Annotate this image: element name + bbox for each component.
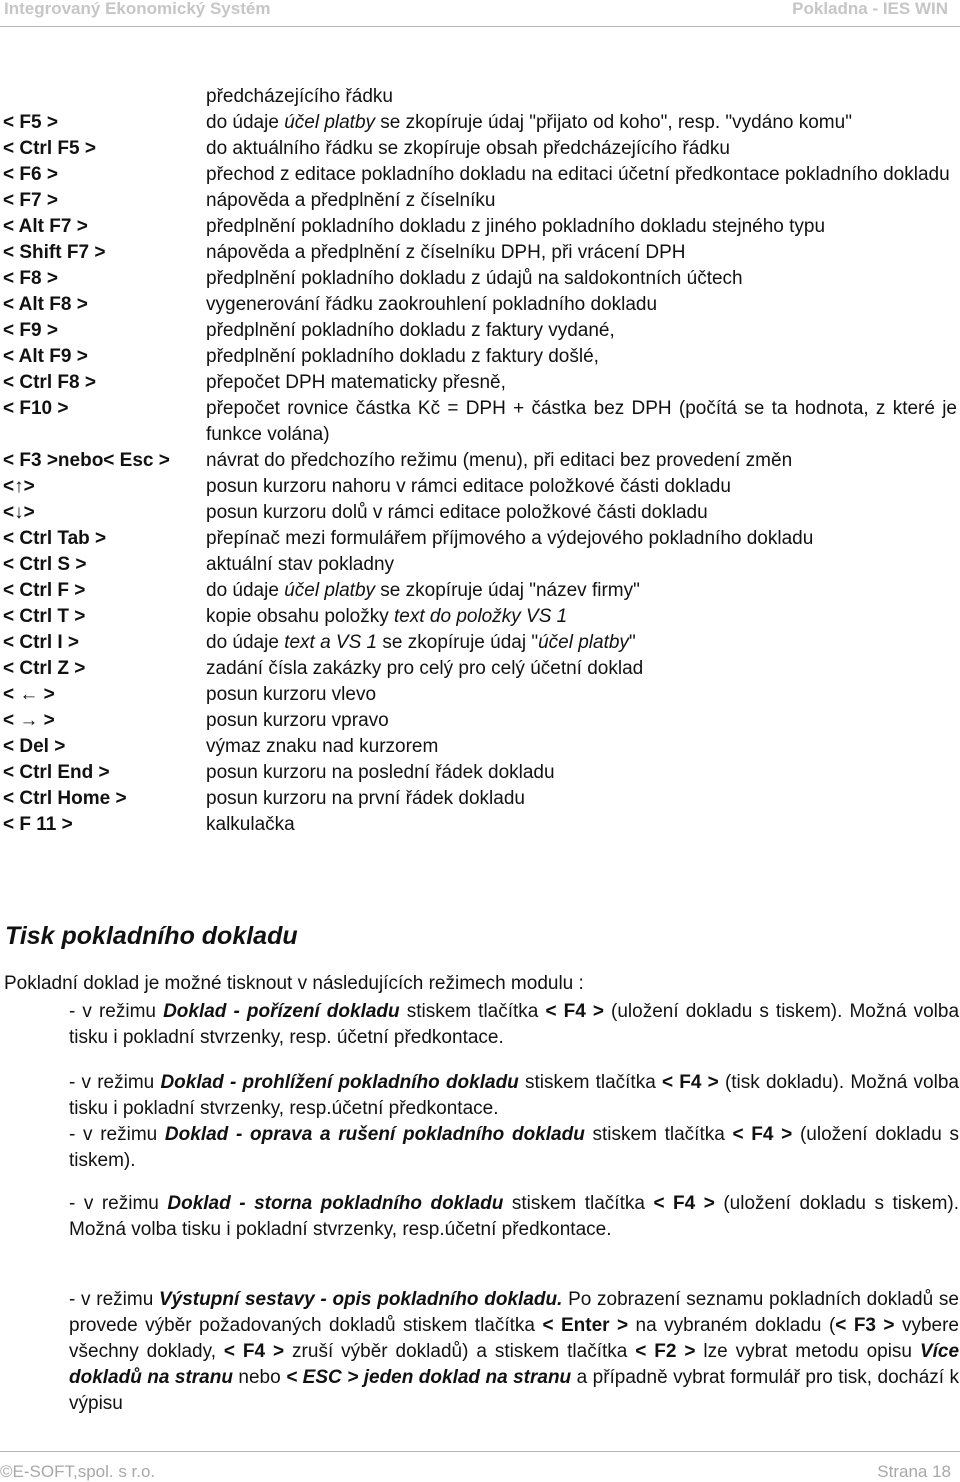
shortcut-desc: do údaje text a VS 1 se zkopíruje údaj "účel platby" xyxy=(206,632,636,653)
print-mode-item: - v režimu Doklad - prohlížení pokladního dokladu stiskem tlačítka < F4 > (tisk dokladu). Možná volba tisku i pokladní stvrzenky, resp.účetní předkontace. xyxy=(69,1072,959,1119)
shortcut-desc: posun kurzoru nahoru v rámci editace položkové části dokladu xyxy=(206,476,731,497)
shortcut-desc: do údaje účel platby se zkopíruje údaj "přijato od koho", resp. "vydáno komu" xyxy=(206,112,852,133)
shortcut-row xyxy=(3,604,960,630)
section-title: Tisk pokladního dokladu xyxy=(5,922,298,950)
shortcut-key: < → > xyxy=(3,710,55,731)
print-intro: Pokladní doklad je možné tisknout v následujících režimech modulu : xyxy=(4,973,584,994)
page-number: Strana 18 xyxy=(877,1462,951,1481)
footer-company: ©E-SOFT,spol. s r.o. xyxy=(0,1462,156,1481)
shortcut-key: < Ctrl Z > xyxy=(3,658,86,679)
page-footer xyxy=(0,1461,960,1482)
shortcut-desc: výmaz znaku nad kurzorem xyxy=(206,736,439,757)
shortcut-key: < Ctrl I > xyxy=(3,632,80,653)
print-mode-item: - v režimu Doklad - pořízení dokladu stiskem tlačítka < F4 > (uložení dokladu s tiskem). Možná volba tisku i pokladní stvrzenky, resp. účetní předkontace. xyxy=(69,1001,960,1048)
shortcut-desc: posun kurzoru na poslední řádek dokladu xyxy=(206,762,555,783)
shortcut-desc: předplnění pokladního dokladu z faktury došlé, xyxy=(206,346,599,367)
shortcut-row xyxy=(3,682,960,708)
shortcut-key: < F3 >nebo< Esc > xyxy=(3,450,170,471)
shortcut-desc: zadání čísla zakázky pro celý pro celý účetní doklad xyxy=(206,658,644,679)
shortcut-desc: posun kurzoru na první řádek dokladu xyxy=(206,788,525,809)
shortcut-key: < Ctrl F8 > xyxy=(3,372,96,393)
shortcut-desc: přepočet DPH matematicky přesně, xyxy=(206,372,506,393)
shortcut-key: < Alt F7 > xyxy=(3,216,88,237)
shortcut-key xyxy=(3,84,206,110)
shortcut-key: < Ctrl F > xyxy=(3,580,86,601)
shortcut-key: < F7 > xyxy=(3,190,58,211)
shortcut-key: < F8 > xyxy=(3,268,58,289)
shortcut-desc: posun kurzoru vpravo xyxy=(206,710,389,731)
shortcut-desc: nápověda a předplnění z číselníku xyxy=(206,190,496,211)
shortcut-key: < Ctrl Home > xyxy=(3,788,127,809)
print-mode-item: - v režimu Doklad - storna pokladního dokladu stiskem tlačítka < F4 > (uložení dokladu s tiskem). Možná volba tisku i pokladní stvrzenky, resp.účetní předkontace. xyxy=(69,1193,960,1240)
footer-divider xyxy=(0,1451,960,1452)
shortcut-row xyxy=(3,396,960,448)
shortcut-key: < F6 > xyxy=(3,164,58,185)
shortcut-key: < Del > xyxy=(3,736,66,757)
shortcut-key: < F9 > xyxy=(3,320,58,341)
print-mode-item: - v režimu Doklad - oprava a rušení pokladního dokladu stiskem tlačítka < F4 > (uložení dokladu s tiskem). xyxy=(69,1124,959,1171)
shortcut-desc: vygenerování řádku zaokrouhlení pokladního dokladu xyxy=(206,294,658,315)
shortcut-key: < Ctrl End > xyxy=(3,762,110,783)
shortcut-list xyxy=(3,84,960,838)
shortcut-row xyxy=(3,760,960,786)
page-header xyxy=(0,0,960,17)
shortcut-row xyxy=(3,474,960,500)
shortcut-key: < Ctrl Tab > xyxy=(3,528,107,549)
shortcut-row xyxy=(3,786,960,812)
shortcut-desc: předplnění pokladního dokladu z údajů na saldokontních účtech xyxy=(206,268,743,289)
shortcut-row xyxy=(3,708,960,734)
shortcut-row xyxy=(3,136,960,162)
shortcut-desc: do údaje účel platby se zkopíruje údaj "název firmy" xyxy=(206,580,640,601)
shortcut-row xyxy=(3,656,960,682)
shortcut-key: < Shift F7 > xyxy=(3,242,106,263)
shortcut-key: < Ctrl S > xyxy=(3,554,87,575)
shortcut-key: < Alt F9 > xyxy=(3,346,88,367)
shortcut-row xyxy=(3,318,960,344)
shortcut-row xyxy=(3,240,960,266)
shortcut-key: < F 11 > xyxy=(3,814,73,835)
shortcut-desc: nápověda a předplnění z číselníku DPH, při vrácení DPH xyxy=(206,242,686,263)
shortcut-row xyxy=(3,630,960,656)
shortcut-row xyxy=(3,552,960,578)
shortcut-key: < Alt F8 > xyxy=(3,294,88,315)
shortcut-key: <↑> xyxy=(3,476,35,497)
shortcut-row xyxy=(3,188,960,214)
shortcut-desc: do aktuálního řádku se zkopíruje obsah předcházejícího řádku xyxy=(206,138,730,159)
shortcut-key: <↓> xyxy=(3,502,35,523)
shortcut-desc: předplnění pokladního dokladu z jiného pokladního dokladu stejného typu xyxy=(206,216,826,237)
shortcut-row xyxy=(3,84,960,110)
header-module: Pokladna - IES WIN xyxy=(792,0,948,18)
shortcut-key: < F5 > xyxy=(3,112,58,133)
header-divider xyxy=(0,26,960,27)
shortcut-row xyxy=(3,734,960,760)
shortcut-row xyxy=(3,266,960,292)
shortcut-desc: přepočet rovnice částka Kč = DPH + částka bez DPH (počítá se ta hodnota, z které je funkce volána) xyxy=(206,398,957,445)
shortcut-desc: návrat do předchozího režimu (menu), při editaci bez provedení změn xyxy=(206,450,793,471)
print-mode-item: - v režimu Výstupní sestavy - opis pokladního dokladu. Po zobrazení seznamu pokladních dokladů se provede výběr požadovaných dokladů stiskem tlačítka < Enter > na vybraném dokladu (< F3 > vybere všechny doklady, < F4 > zruší výběr dokladů) a stiskem tlačítka < F2 > lze vybrat metodu opisu Více dokladů na stranu nebo < ESC > jeden doklad na stranu a případně vybrat formulář pro tisk, dochází k výpisu xyxy=(69,1289,960,1414)
shortcut-row xyxy=(3,448,960,474)
shortcut-row xyxy=(3,292,960,318)
shortcut-key: < ← > xyxy=(3,684,55,705)
shortcut-desc: předcházejícího řádku xyxy=(206,86,393,107)
shortcut-row xyxy=(3,344,960,370)
header-title: Integrovaný Ekonomický Systém xyxy=(4,0,271,18)
shortcut-row xyxy=(3,500,960,526)
shortcut-desc: aktuální stav pokladny xyxy=(206,554,395,575)
shortcut-desc: přepínač mezi formulářem příjmového a výdejového pokladního dokladu xyxy=(206,528,814,549)
shortcut-desc: posun kurzoru dolů v rámci editace položkové části dokladu xyxy=(206,502,708,523)
shortcut-row xyxy=(3,812,960,838)
shortcut-desc: posun kurzoru vlevo xyxy=(206,684,377,705)
shortcut-row xyxy=(3,370,960,396)
shortcut-desc: přechod z editace pokladního dokladu na editaci účetní předkontace pokladního dokladu xyxy=(206,164,950,185)
shortcut-desc: kopie obsahu položky text do položky VS 1 xyxy=(206,606,568,627)
shortcut-key: < Ctrl F5 > xyxy=(3,138,96,159)
shortcut-row xyxy=(3,578,960,604)
shortcut-row xyxy=(3,162,960,188)
shortcut-key: < Ctrl T > xyxy=(3,606,86,627)
shortcut-row xyxy=(3,110,960,136)
shortcut-desc: kalkulačka xyxy=(206,814,295,835)
shortcut-row xyxy=(3,526,960,552)
shortcut-desc: předplnění pokladního dokladu z faktury vydané, xyxy=(206,320,615,341)
shortcut-key: < F10 > xyxy=(3,398,69,419)
shortcut-row xyxy=(3,214,960,240)
